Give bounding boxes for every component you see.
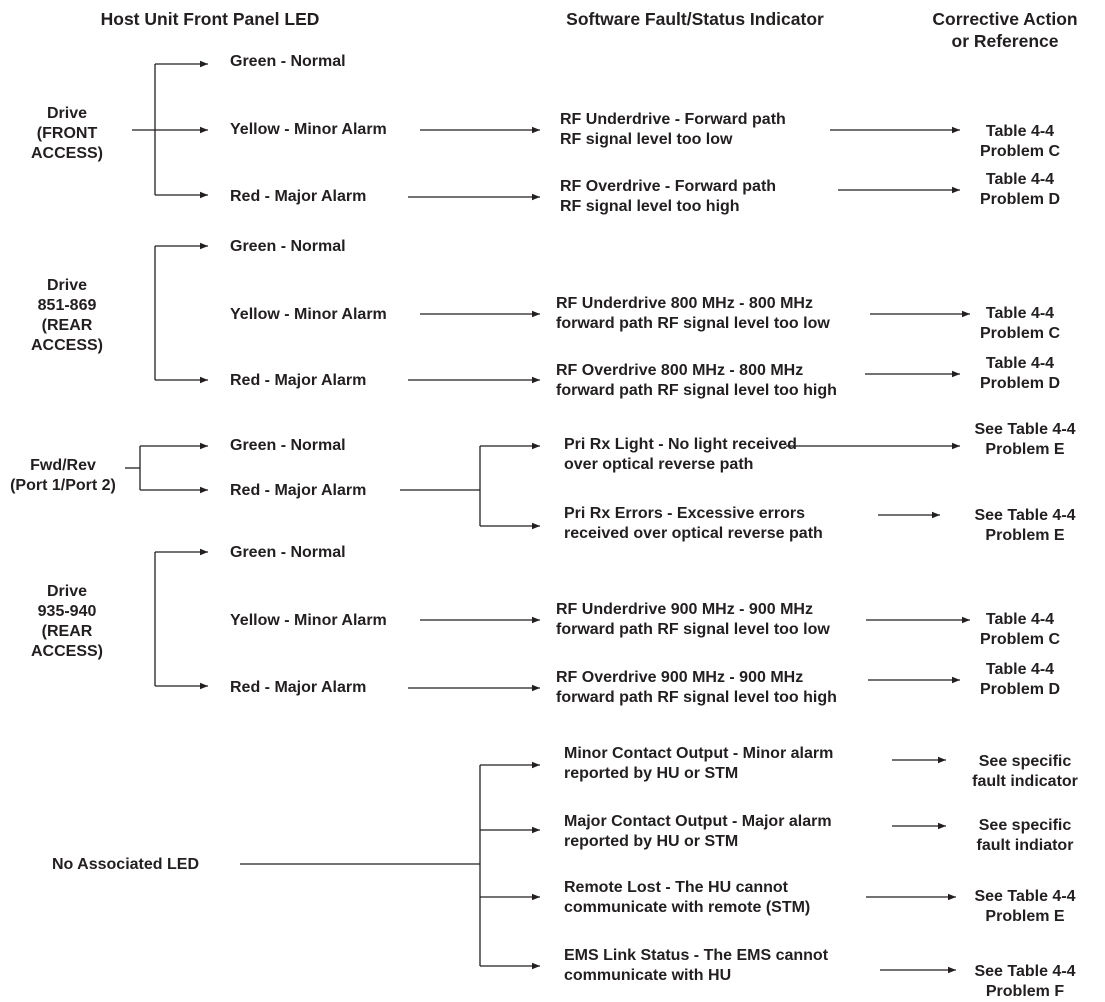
- source-drive-851-869: Drive 851-869 (REAR ACCESS): [30, 277, 103, 354]
- source-no-associated-led: No Associated LED: [52, 856, 199, 873]
- led-red-major-alarm: Red - Major Alarm: [230, 679, 367, 696]
- header-fault: Software Fault/Status Indicator: [566, 9, 824, 29]
- header-led: Host Unit Front Panel LED: [100, 9, 320, 29]
- led-green-normal: Green - Normal: [230, 53, 346, 70]
- action-see-table-4-4-problem-e: See Table 4-4 Problem E: [974, 888, 1076, 925]
- fault-pri-rx-errors: Pri Rx Errors - Excessive errors received over optical reverse path: [564, 505, 823, 542]
- fault-ems-link-status: EMS Link Status - The EMS cannot communicate with HU: [564, 947, 829, 984]
- led-green-normal: Green - Normal: [230, 238, 346, 255]
- led-red-major-alarm: Red - Major Alarm: [230, 188, 367, 205]
- fault-minor-contact-output: Minor Contact Output - Minor alarm reported by HU or STM: [564, 745, 834, 782]
- fault-rf-underdrive-800: RF Underdrive 800 MHz - 800 MHz forward path RF signal level too low: [556, 295, 830, 332]
- led-yellow-minor-alarm: Yellow - Minor Alarm: [230, 306, 387, 323]
- fault-rf-underdrive: RF Underdrive - Forward path RF signal level too low: [560, 111, 786, 148]
- action-table-4-4-problem-c: Table 4-4 Problem C: [979, 305, 1060, 342]
- fault-rf-underdrive-900: RF Underdrive 900 MHz - 900 MHz forward path RF signal level too low: [556, 601, 830, 638]
- action-see-specific-fault-indicator: See specific fault indicator: [972, 753, 1078, 790]
- source-drive-935-940: Drive 935-940 (REAR ACCESS): [30, 583, 103, 660]
- action-table-4-4-problem-c: Table 4-4 Problem C: [979, 123, 1060, 160]
- led-green-normal: Green - Normal: [230, 437, 346, 454]
- led-yellow-minor-alarm: Yellow - Minor Alarm: [230, 121, 387, 138]
- fault-major-contact-output: Major Contact Output - Major alarm reported by HU or STM: [564, 813, 832, 850]
- fault-rf-overdrive-800: RF Overdrive 800 MHz - 800 MHz forward path RF signal level too high: [556, 362, 837, 399]
- fault-rf-overdrive-900: RF Overdrive 900 MHz - 900 MHz forward path RF signal level too high: [556, 669, 837, 706]
- fault-rf-overdrive: RF Overdrive - Forward path RF signal level too high: [560, 178, 777, 215]
- led-red-major-alarm: Red - Major Alarm: [230, 372, 367, 389]
- fault-pri-rx-light: Pri Rx Light - No light received over optical reverse path: [564, 436, 797, 473]
- action-see-specific-fault-indicator: See specific fault indiator: [976, 817, 1074, 854]
- action-see-table-4-4-problem-e: See Table 4-4 Problem E: [974, 421, 1076, 458]
- led-yellow-minor-alarm: Yellow - Minor Alarm: [230, 612, 387, 629]
- source-fwd-rev: Fwd/Rev (Port 1/Port 2): [10, 457, 116, 494]
- led-red-major-alarm: Red - Major Alarm: [230, 482, 367, 499]
- action-table-4-4-problem-d: Table 4-4 Problem D: [979, 171, 1060, 208]
- led-green-normal: Green - Normal: [230, 544, 346, 561]
- action-table-4-4-problem-d: Table 4-4 Problem D: [979, 661, 1060, 698]
- source-drive-front: Drive (FRONT ACCESS): [30, 105, 103, 162]
- header-action: Corrective Action or Reference: [932, 9, 1078, 51]
- fault-remote-lost: Remote Lost - The HU cannot communicate with remote (STM): [564, 879, 811, 916]
- action-table-4-4-problem-c: Table 4-4 Problem C: [979, 611, 1060, 648]
- action-see-table-4-4-problem-e: See Table 4-4 Problem E: [974, 507, 1076, 544]
- action-table-4-4-problem-d: Table 4-4 Problem D: [979, 355, 1060, 392]
- action-see-table-4-4-problem-f: See Table 4-4 Problem F: [974, 963, 1076, 1000]
